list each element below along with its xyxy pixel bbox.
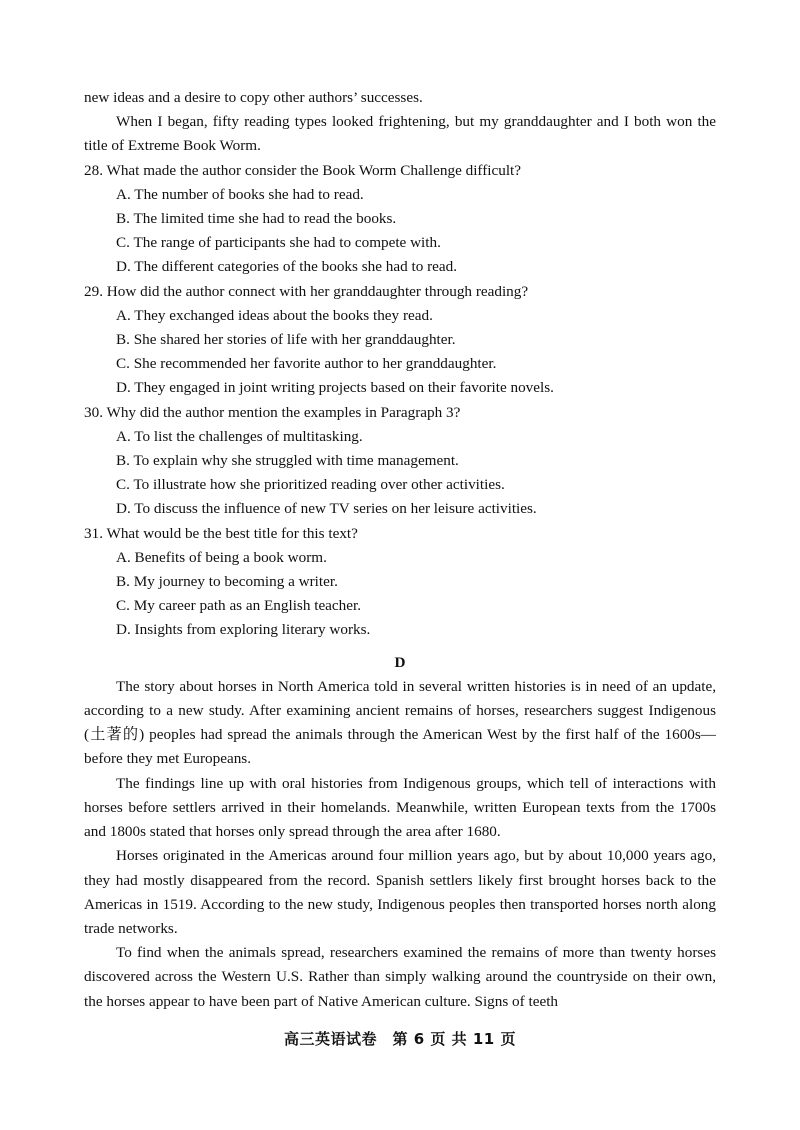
passage-paragraph: To find when the animals spread, researchers examined the remains of more than twenty horses discovered across the Western U.S. Rather than simply walking around the countryside on their own, the horses appear to have been part of Native American culture. Signs of teeth: [84, 944, 716, 1010]
option-d: D. The different categories of the books she had to read.: [116, 258, 458, 276]
section-d-title: D: [394, 653, 406, 671]
passage-paragraph: Horses originated in the Americas around four million years ago, but by about 10,000 years ago, they had mostly disappeared from the record. Spanish settlers likely first brought horses back to the Americas in 1519. According to the new study, Indigenous peoples then transported horses north along trade networks.: [84, 847, 716, 937]
option-a: A. The number of books she had to read.: [116, 185, 364, 203]
option-b: B. She shared her stories of life with her granddaughter.: [116, 331, 456, 349]
option-c: C. My career path as an English teacher.: [116, 597, 362, 615]
option-c: C. The range of participants she had to compete with.: [116, 234, 441, 252]
question-30: [84, 401, 716, 522]
question-stem: 31. What would be the best title for this text?: [84, 524, 358, 542]
option-c: C. She recommended her favorite author to her granddaughter.: [116, 355, 497, 373]
option-b: B. To explain why she struggled with time management.: [116, 452, 459, 470]
question-stem: 30. Why did the author mention the examples in Paragraph 3?: [84, 403, 461, 421]
question-stem: 28. What made the author consider the Book Worm Challenge difficult?: [84, 161, 521, 179]
question-31: [84, 522, 716, 643]
option-a: A. Benefits of being a book worm.: [116, 548, 327, 566]
question-stem: 29. How did the author connect with her granddaughter through reading?: [84, 282, 529, 300]
question-29: [84, 280, 716, 401]
option-a: A. To list the challenges of multitasking.: [116, 427, 363, 445]
option-c: C. To illustrate how she prioritized reading over other activities.: [116, 476, 505, 494]
document-page: [84, 86, 716, 1014]
question-28: [84, 159, 716, 280]
option-b: B. My journey to becoming a writer.: [116, 573, 338, 591]
intro-paragraph: When I began, fifty reading types looked frightening, but my granddaughter and I both won the title of Extreme Book Worm.: [84, 113, 716, 155]
passage-paragraph: The story about horses in North America told in several written histories is in need of an update, according to a new study. After examining ancient remains of horses, researchers suggest Indigenous (土著的) peoples had spread the animals through the American West by the first half of the 1600s—before they met Europeans.: [84, 677, 716, 768]
option-a: A. They exchanged ideas about the books they read.: [116, 306, 433, 324]
option-b: B. The limited time she had to read the books.: [116, 210, 397, 228]
option-d: D. Insights from exploring literary works.: [116, 621, 371, 639]
option-d: D. They engaged in joint writing projects based on their favorite novels.: [116, 379, 554, 397]
page-footer: 高三英语试卷 第 6 页 共 11 页: [284, 1030, 516, 1048]
intro-line: new ideas and a desire to copy other authors’ successes.: [84, 89, 423, 106]
passage-paragraph: The findings line up with oral histories from Indigenous groups, which tell of interactions with horses before settlers arrived in their homelands. Meanwhile, written European texts from the 1700s and 1800s stated that horses only spread through the area after 1680.: [84, 774, 716, 841]
option-d: D. To discuss the influence of new TV series on her leisure activities.: [116, 500, 537, 518]
